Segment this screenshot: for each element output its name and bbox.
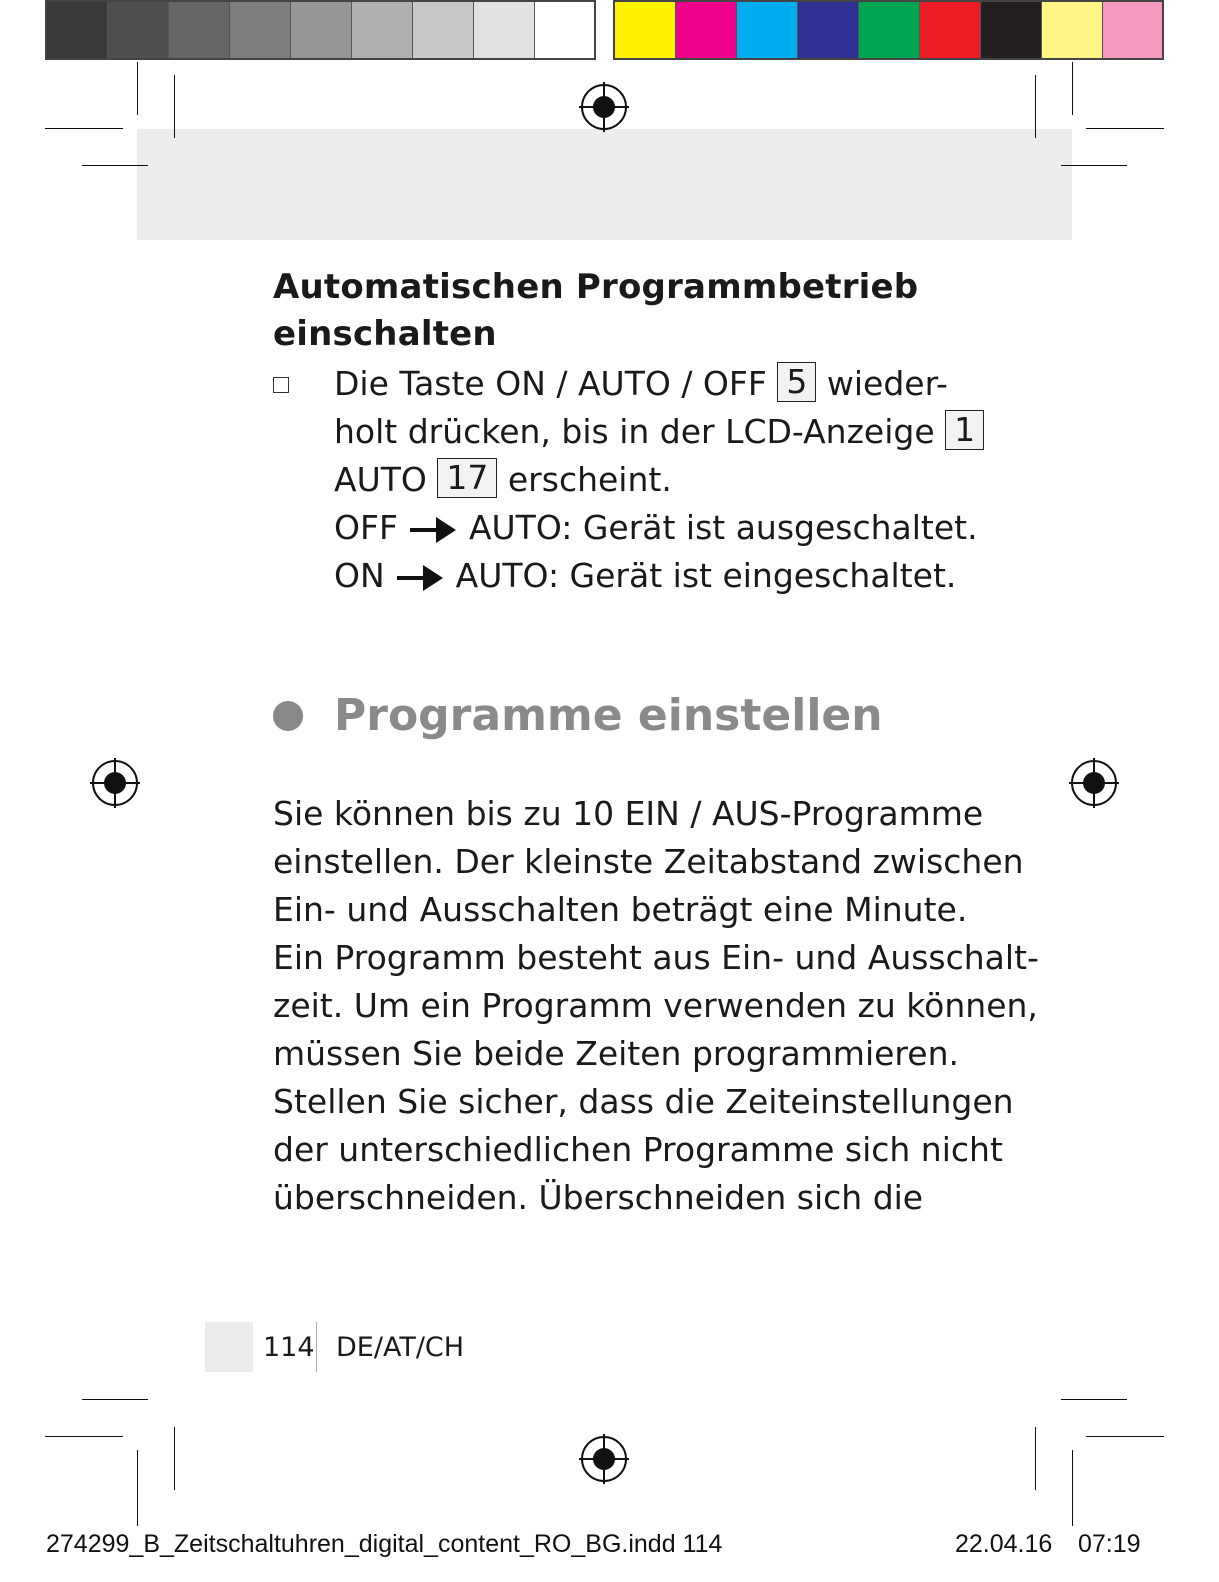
slug-date: 22.04.16 bbox=[955, 1530, 1053, 1558]
crop-mark bbox=[82, 165, 148, 166]
step-text: wieder- bbox=[826, 364, 948, 403]
crop-mark bbox=[1061, 1399, 1127, 1400]
crop-mark bbox=[174, 1427, 175, 1490]
step-line bbox=[334, 552, 974, 600]
instruction-step bbox=[334, 360, 978, 600]
crop-mark bbox=[1035, 1427, 1036, 1490]
body-line: müssen Sie beide Zeiten programmieren. bbox=[273, 1034, 959, 1073]
step-text: AUTO: Gerät ist eingeschaltet. bbox=[455, 556, 957, 595]
step-text: Die Taste ON / AUTO / OFF bbox=[334, 364, 767, 403]
slug-filename: 274299_B_Zeitschaltuhren_digital_content_RO_BG.indd 114 bbox=[46, 1530, 723, 1558]
gray-swatch bbox=[47, 2, 108, 58]
red-swatch bbox=[920, 2, 981, 58]
gray-swatch bbox=[108, 2, 169, 58]
body-line: der unterschiedlichen Programme sich nicht bbox=[273, 1130, 1003, 1169]
reference-number-box: 17 bbox=[437, 458, 497, 498]
step-text: ON bbox=[334, 556, 385, 595]
gray-swatch bbox=[169, 2, 230, 58]
body-line: einstellen. Der kleinste Zeitabstand zwischen bbox=[273, 842, 1024, 881]
step-line bbox=[334, 408, 974, 456]
body-paragraph bbox=[273, 790, 1039, 1222]
step-text: erscheint. bbox=[507, 460, 672, 499]
section-bullet-icon bbox=[273, 701, 303, 731]
slug-time: 07:19 bbox=[1078, 1530, 1141, 1558]
section-heading-auto-mode bbox=[273, 264, 973, 358]
heading-line: Automatischen Programmbetrieb bbox=[273, 267, 919, 307]
crop-mark bbox=[174, 75, 175, 138]
green-swatch bbox=[859, 2, 920, 58]
step-line bbox=[334, 360, 974, 408]
step-text: AUTO: Gerät ist ausgeschaltet. bbox=[468, 508, 978, 547]
magenta-swatch bbox=[676, 2, 737, 58]
black-swatch bbox=[981, 2, 1042, 58]
gray-swatch bbox=[413, 2, 474, 58]
step-line bbox=[334, 504, 978, 552]
light-yellow-swatch bbox=[1042, 2, 1103, 58]
pink-swatch bbox=[1103, 2, 1162, 58]
body-line: zeit. Um ein Programm verwenden zu können, bbox=[273, 986, 1038, 1025]
section-title-programs: Programme einstellen bbox=[334, 690, 883, 741]
step-text: OFF bbox=[334, 508, 398, 547]
registration-mark-icon bbox=[579, 1434, 629, 1484]
body-line: Ein- und Ausschalten beträgt eine Minute. bbox=[273, 890, 968, 929]
locale-label: DE/AT/CH bbox=[336, 1332, 465, 1363]
step-text: holt drücken, bis in der LCD-Anzeige bbox=[334, 412, 935, 451]
gray-swatch bbox=[230, 2, 291, 58]
crop-mark bbox=[82, 1399, 148, 1400]
body-line: Ein Programm besteht aus Ein- und Ausschalt- bbox=[273, 938, 1039, 977]
arrow-right-icon bbox=[408, 515, 458, 545]
step-line bbox=[334, 456, 974, 504]
crop-mark bbox=[1086, 1436, 1164, 1437]
footer-divider bbox=[316, 1322, 317, 1372]
gray-swatch bbox=[474, 2, 535, 58]
page-number: 114 bbox=[263, 1332, 315, 1363]
crop-mark bbox=[1035, 75, 1036, 138]
gray-swatch bbox=[352, 2, 413, 58]
registration-mark-icon bbox=[1069, 758, 1119, 808]
blue-swatch bbox=[798, 2, 859, 58]
cyan-swatch bbox=[737, 2, 798, 58]
header-band bbox=[137, 129, 1072, 240]
grayscale-color-bar bbox=[45, 0, 596, 60]
step-checkbox-icon bbox=[273, 377, 289, 393]
crop-mark bbox=[137, 1450, 138, 1526]
registration-mark-icon bbox=[90, 758, 140, 808]
crop-mark bbox=[1072, 62, 1073, 115]
crop-mark bbox=[137, 62, 138, 115]
reference-number-box: 1 bbox=[945, 410, 984, 450]
yellow-swatch bbox=[615, 2, 676, 58]
body-line: Stellen Sie sicher, dass die Zeiteinstellungen bbox=[273, 1082, 1014, 1121]
body-line: überschneiden. Überschneiden sich die bbox=[273, 1178, 924, 1217]
arrow-right-icon bbox=[395, 563, 445, 593]
process-color-bar bbox=[613, 0, 1164, 60]
crop-mark bbox=[1072, 1450, 1073, 1526]
reference-number-box: 5 bbox=[777, 362, 816, 402]
heading-line: einschalten bbox=[273, 314, 497, 354]
crop-mark bbox=[1061, 165, 1127, 166]
body-line: Sie können bis zu 10 EIN / AUS-Programme bbox=[273, 794, 984, 833]
step-text: AUTO bbox=[334, 460, 427, 499]
page-number-tab bbox=[205, 1322, 253, 1372]
gray-swatch bbox=[291, 2, 352, 58]
gray-swatch bbox=[535, 2, 594, 58]
crop-mark bbox=[1086, 128, 1164, 129]
crop-mark bbox=[45, 1436, 123, 1437]
registration-mark-icon bbox=[579, 82, 629, 132]
crop-mark bbox=[45, 128, 123, 129]
